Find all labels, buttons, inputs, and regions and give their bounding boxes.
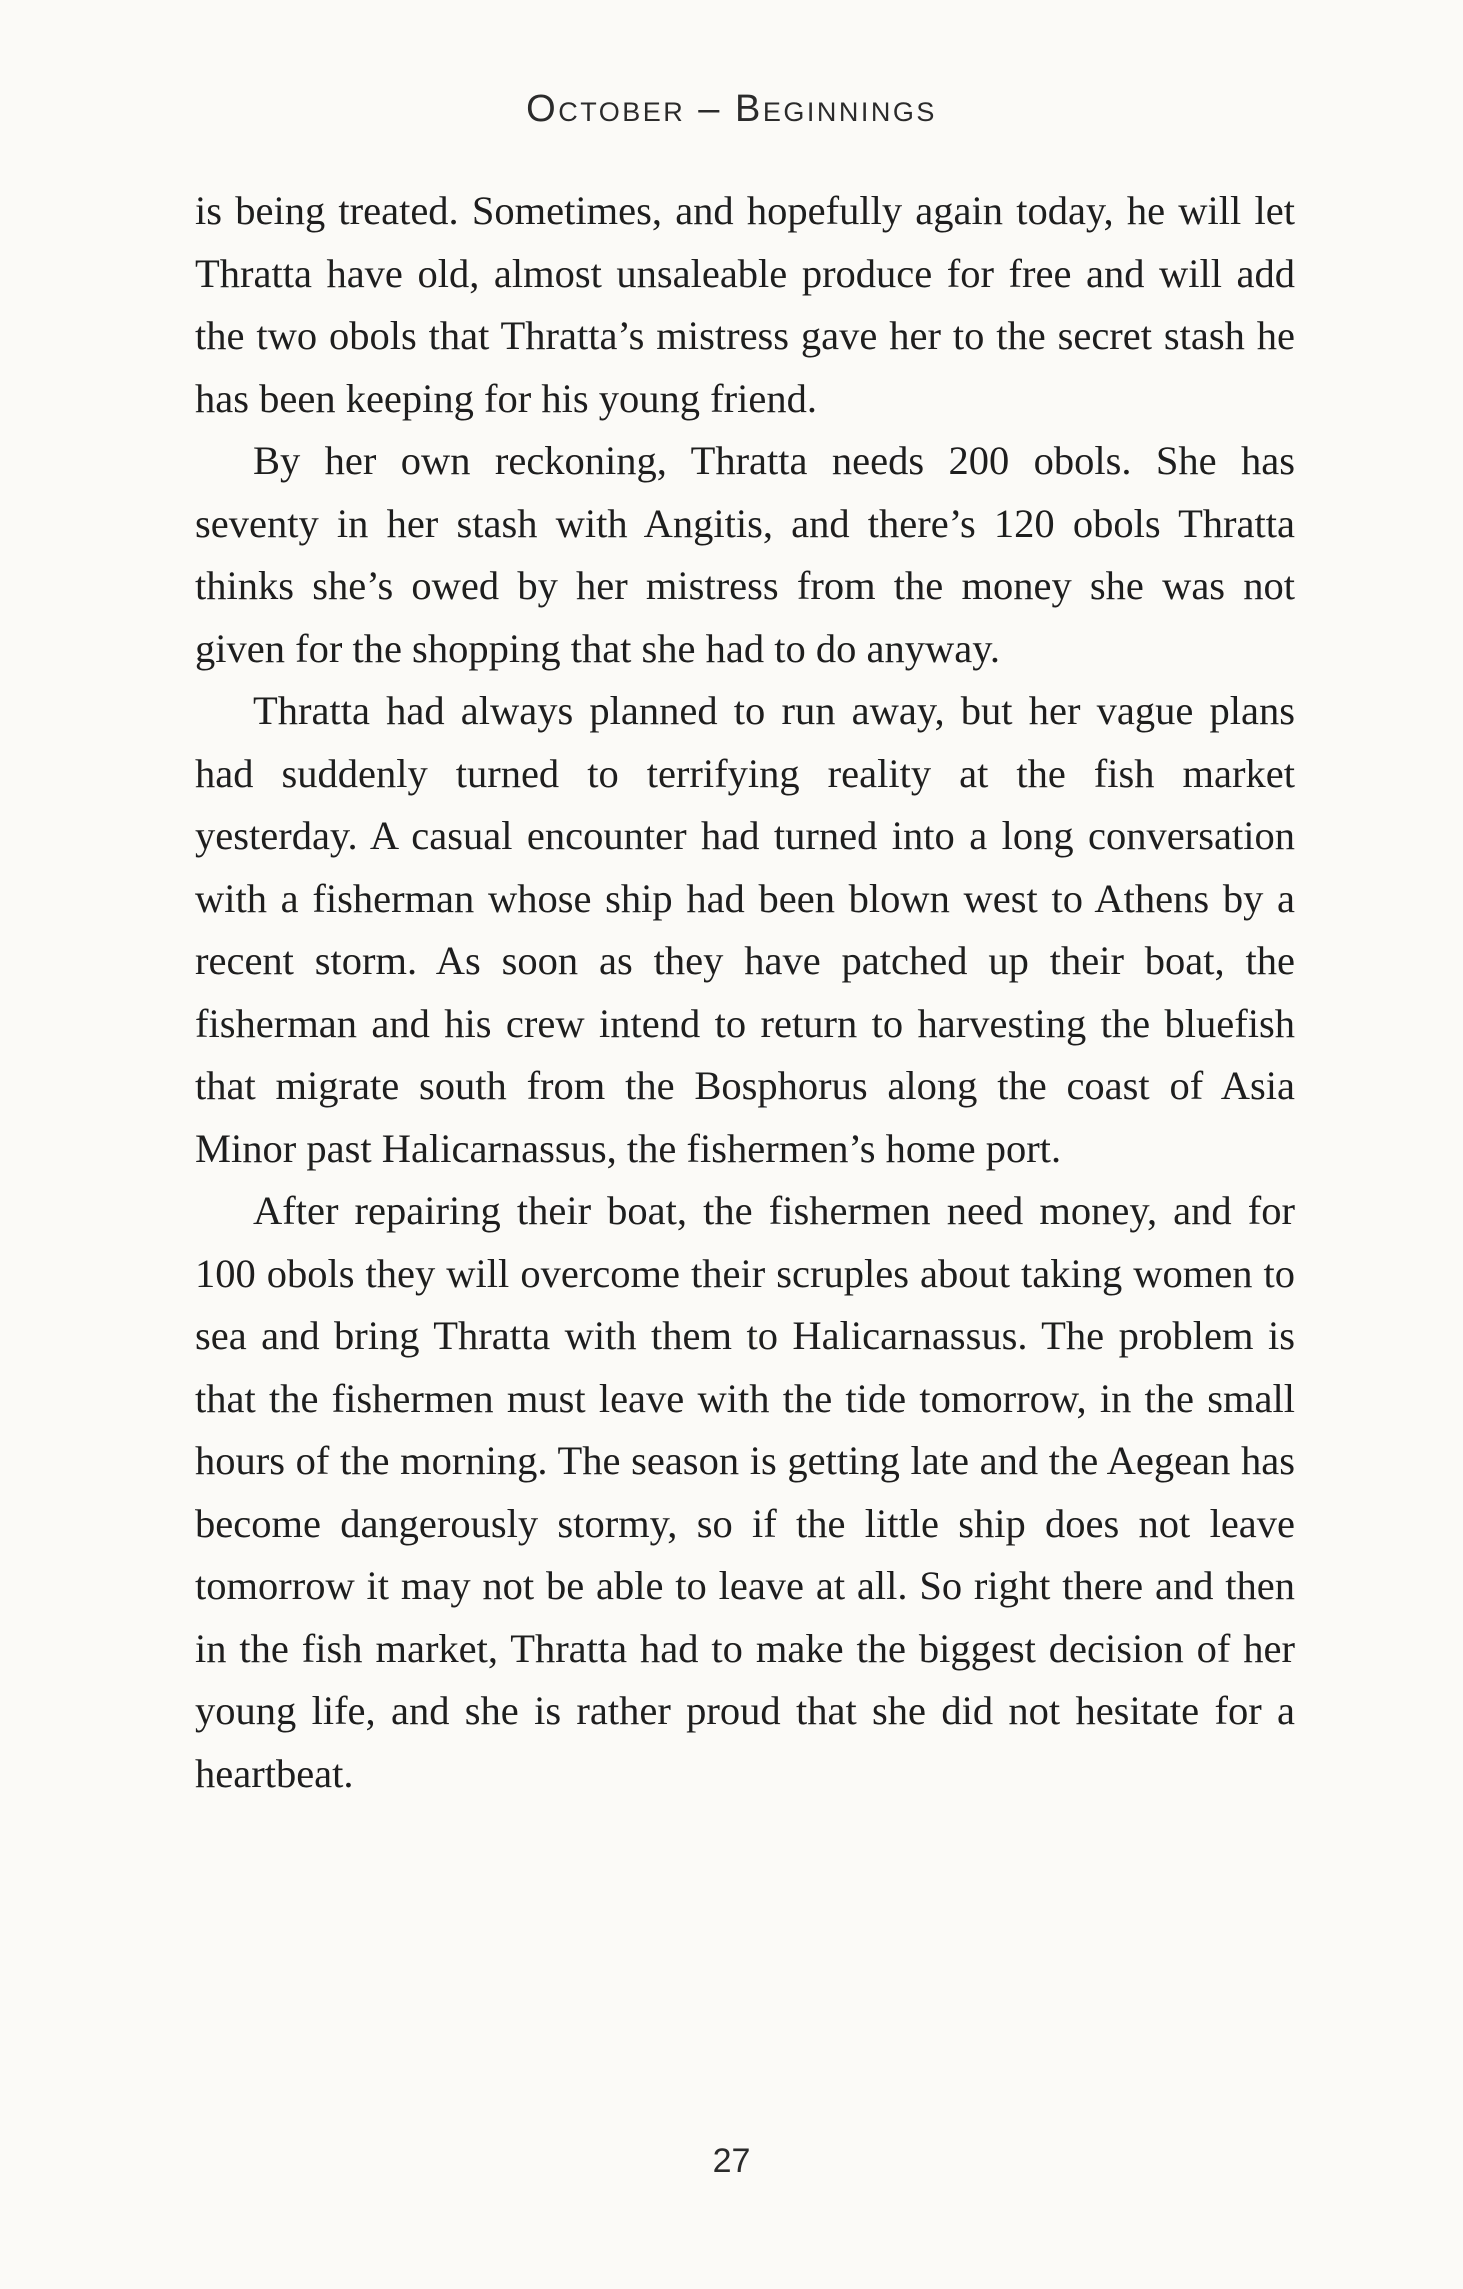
paragraph: After repairing their boat, the fishermen need money, and for 100 obols they will overcome their scruples about taking women to sea and bring Thratta with them to Halicarnassus. The problem is that the fishermen must leave with the tide tomorrow, in the small hours of the morning. The season is getting late and the Aegean has become dangerously stormy, so if the little ship does not leave tomorrow it may not be able to leave at all. So right there and then in the fish market, Thratta had to make the biggest decision of her young life, and she is rather proud that she did not hesitate for a heartbeat.: [195, 1188, 1295, 1796]
paragraph-continued: is being treated. Sometimes, and hopefully again today, he will let Thratta have old, almost unsaleable produce for free and will add the two obols that Thratta’s mistress gave her to the secret stash he has been keeping for his young friend.: [195, 188, 1295, 421]
paragraph: Thratta had always planned to run away, but her vague plans had suddenly turned to terrifying reality at the fish market yesterday. A casual encounter had turned into a long conversation with a fisherman whose ship had been blown west to Athens by a recent storm. As soon as they have patched up their boat, the fisherman and his crew intend to return to harvesting the bluefish that migrate south from the Bosphorus along the coast of Asia Minor past Halicarnassus, the fishermen’s home port.: [195, 688, 1295, 1171]
running-head: October – Beginnings: [526, 88, 937, 130]
body-text: [195, 180, 1295, 1805]
paragraph: By her own reckoning, Thratta needs 200 obols. She has seventy in her stash with Angitis, and there’s 120 obols Thratta thinks she’s owed by her mistress from the money she was not given for the shopping that she had to do anyway.: [195, 438, 1295, 671]
page-number: 27: [712, 2142, 751, 2180]
